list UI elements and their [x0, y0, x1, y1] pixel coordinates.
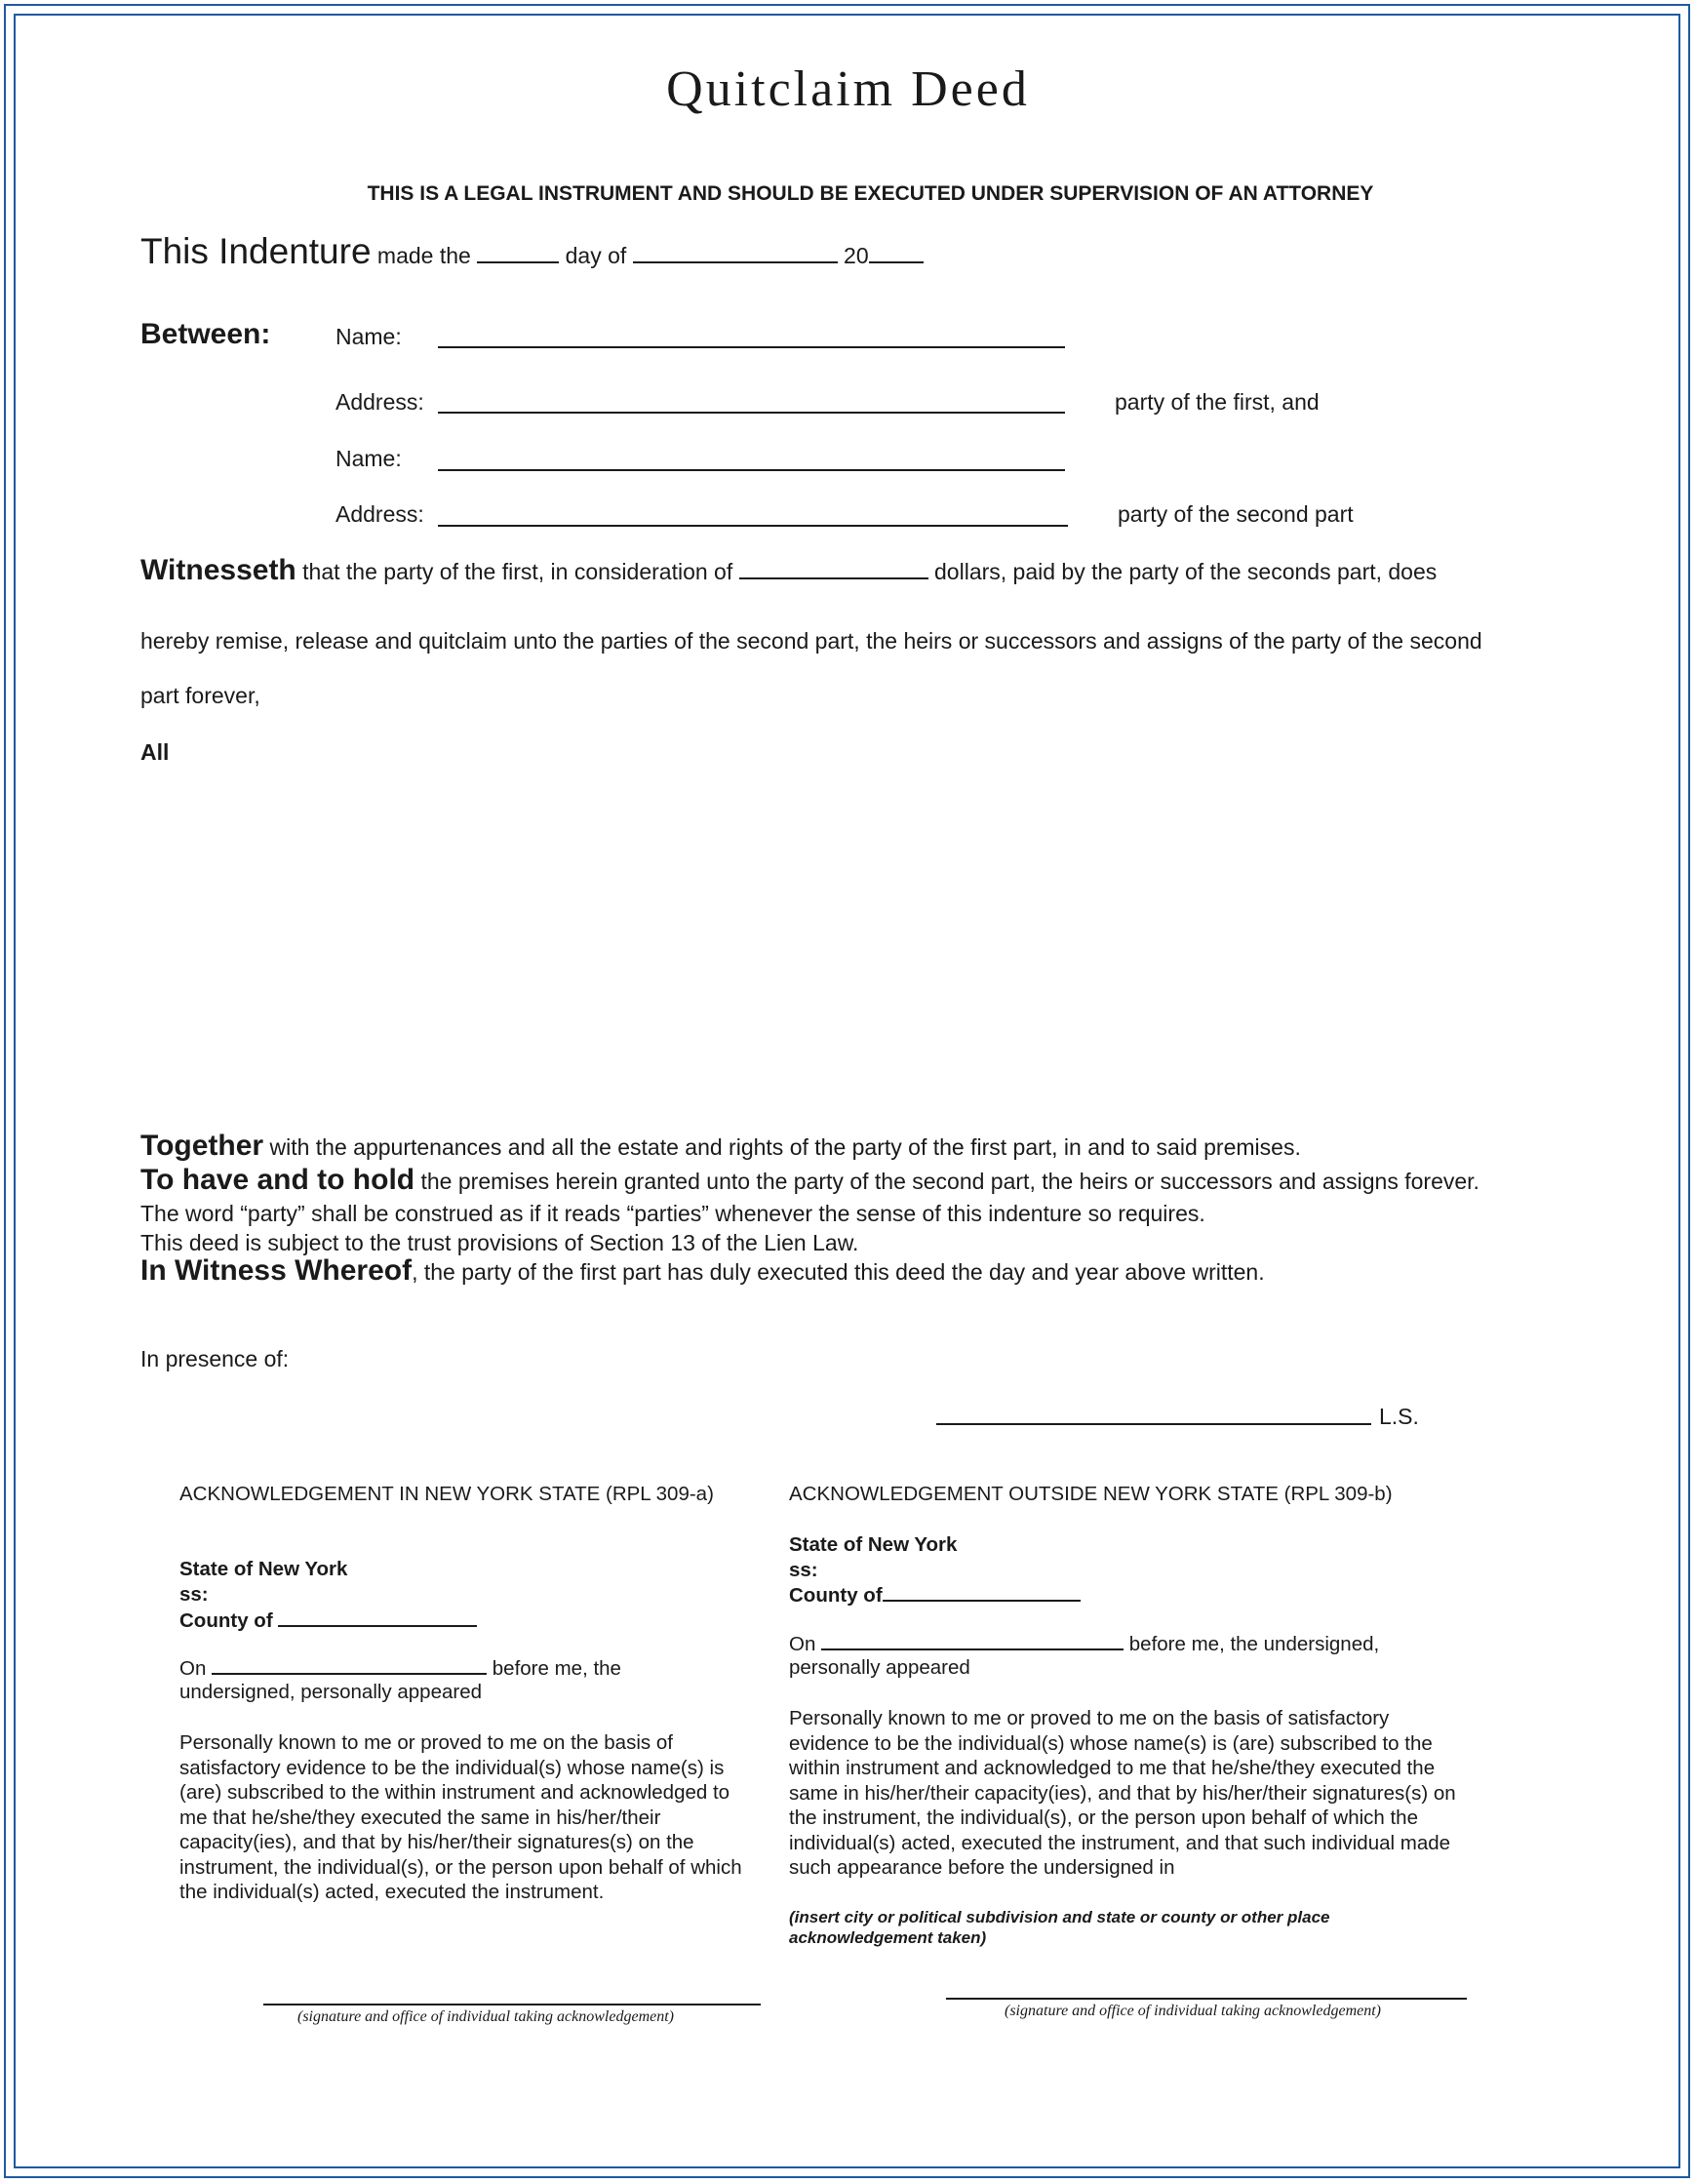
all-label: All [140, 739, 170, 765]
indenture-lead: This Indenture [140, 231, 372, 271]
ack-out-on-line [789, 1631, 1379, 1657]
witnesseth-line-3: part forever, [140, 683, 260, 708]
to-have-lead: To have and to hold [140, 1164, 415, 1196]
ack-out-personally: personally appeared [789, 1656, 970, 1679]
ack-out-state: State of New York [789, 1533, 958, 1556]
year-field[interactable] [869, 240, 924, 263]
document-title: Quitclaim Deed [666, 61, 1030, 117]
first-name-field[interactable] [438, 346, 1065, 348]
second-address-field[interactable] [438, 525, 1068, 527]
ack-ny-ss: ss: [179, 1583, 209, 1606]
ack-ny-on-line [179, 1655, 621, 1682]
witnesseth-line [140, 554, 1437, 587]
indenture-line [140, 231, 924, 272]
party-first-text: party of the first, and [1115, 389, 1320, 415]
year-prefix: 20 [844, 243, 869, 268]
ack-out-before-text: before me, the undersigned, [1128, 1633, 1380, 1655]
ack-ny-county-label: County of [179, 1609, 273, 1632]
first-address-field[interactable] [438, 412, 1065, 414]
ls-label: L.S. [1379, 1404, 1419, 1429]
ack-out-on-label: On [789, 1633, 816, 1655]
second-name-field[interactable] [438, 469, 1065, 471]
in-witness-lead: In Witness Whereof [140, 1254, 413, 1287]
witnesseth-text-2: dollars, paid by the party of the seconds part, does [934, 559, 1438, 584]
witnesseth-text-1: that the party of the first, in consideration of [302, 559, 733, 584]
ack-ny-county-field[interactable] [278, 1608, 477, 1627]
ack-out-signature-field[interactable] [946, 1998, 1467, 2000]
ack-ny-body: Personally known to me or proved to me on the basis of satisfactory evidence to be the individual(s) whose name(s) is (are) subscribed to the within instrument and acknowledged to me that he/she/they executed the same in his/her/their capacity(ies), and that by his/her/their signatures(s) on the instrument, the individual(s), or the person upon behalf of which the individual(s) acted, executed the instrument. [179, 1731, 742, 1903]
grantor-signature-field[interactable] [936, 1423, 1371, 1425]
to-have-line [140, 1164, 1479, 1197]
made-the-label: made the [376, 243, 471, 268]
ack-ny-date-field[interactable] [212, 1655, 487, 1675]
witnesseth-line-2: hereby remise, release and quitclaim unto the parties of the second part, the heirs or successors and assigns of the party of the second [140, 628, 1482, 654]
ack-ny-signature-caption: (signature and office of individual taking acknowledgement) [297, 2008, 674, 2025]
ack-out-place-note: (insert city or political subdivision and state or county or other place acknowledgement taken) [789, 1908, 1330, 1947]
lien-law-line: This deed is subject to the trust provisions of Section 13 of the Lien Law. [140, 1230, 859, 1255]
month-field[interactable] [633, 240, 838, 263]
consideration-field[interactable] [739, 556, 928, 579]
ack-out-date-field[interactable] [821, 1631, 1124, 1650]
together-line [140, 1130, 1301, 1163]
ack-out-signature-caption: (signature and office of individual taking acknowledgement) [1005, 2003, 1381, 2019]
ack-out-county-field[interactable] [883, 1582, 1081, 1602]
first-name-label: Name: [335, 324, 402, 349]
in-presence-label: In presence of: [140, 1346, 290, 1371]
ack-ny-state: State of New York [179, 1558, 348, 1580]
day-of-label: day of [565, 243, 627, 268]
word-party-line: The word “party” shall be construed as if it reads “parties” whenever the sense of this indenture so requires. [140, 1201, 1205, 1226]
ack-out-county-label: County of [789, 1584, 883, 1607]
in-witness-line [140, 1254, 1265, 1288]
in-witness-text: , the party of the first part has duly executed this deed the day and year above written. [412, 1259, 1265, 1285]
second-address-label: Address: [335, 501, 424, 527]
ack-out-body: Personally known to me or proved to me on the basis of satisfactory evidence to be the individual(s) whose name(s) is (are) subscribed to the within instrument and acknowledged to me that he/she/they executed the same in his/her/their capacity(ies), and that by his/her/their signatures(s) on the instrument, the individual(s), or the person upon behalf of which the individual(s) acted, executed the instrument, and that such individual made such appearance before the undersigned in [789, 1707, 1456, 1879]
witnesseth-lead: Witnesseth [140, 554, 296, 586]
ack-out-county-line [789, 1582, 1081, 1608]
attorney-notice: THIS IS A LEGAL INSTRUMENT AND SHOULD BE EXECUTED UNDER SUPERVISION OF AN ATTORNEY [367, 182, 1374, 205]
party-second-text: party of the second part [1118, 501, 1354, 527]
ack-ny-undersigned: undersigned, personally appeared [179, 1681, 483, 1703]
second-name-label: Name: [335, 446, 402, 471]
ack-ny-heading: ACKNOWLEDGEMENT IN NEW YORK STATE (RPL 309-a) [179, 1483, 714, 1505]
together-lead: Together [140, 1130, 264, 1162]
ack-ny-signature-field[interactable] [263, 2004, 761, 2005]
ack-out-ss: ss: [789, 1559, 818, 1581]
day-field[interactable] [477, 240, 559, 263]
ack-ny-before-text: before me, the [492, 1657, 621, 1680]
between-label: Between: [140, 318, 271, 350]
to-have-text: the premises herein granted unto the party of the second part, the heirs or successors and assigns forever. [420, 1169, 1479, 1194]
ack-ny-on-label: On [179, 1657, 207, 1680]
first-address-label: Address: [335, 389, 424, 415]
ack-ny-county-line [179, 1608, 477, 1634]
ack-out-heading: ACKNOWLEDGEMENT OUTSIDE NEW YORK STATE (RPL 309-b) [789, 1483, 1393, 1505]
together-text: with the appurtenances and all the estate and rights of the party of the first part, in and to said premises. [269, 1134, 1301, 1160]
